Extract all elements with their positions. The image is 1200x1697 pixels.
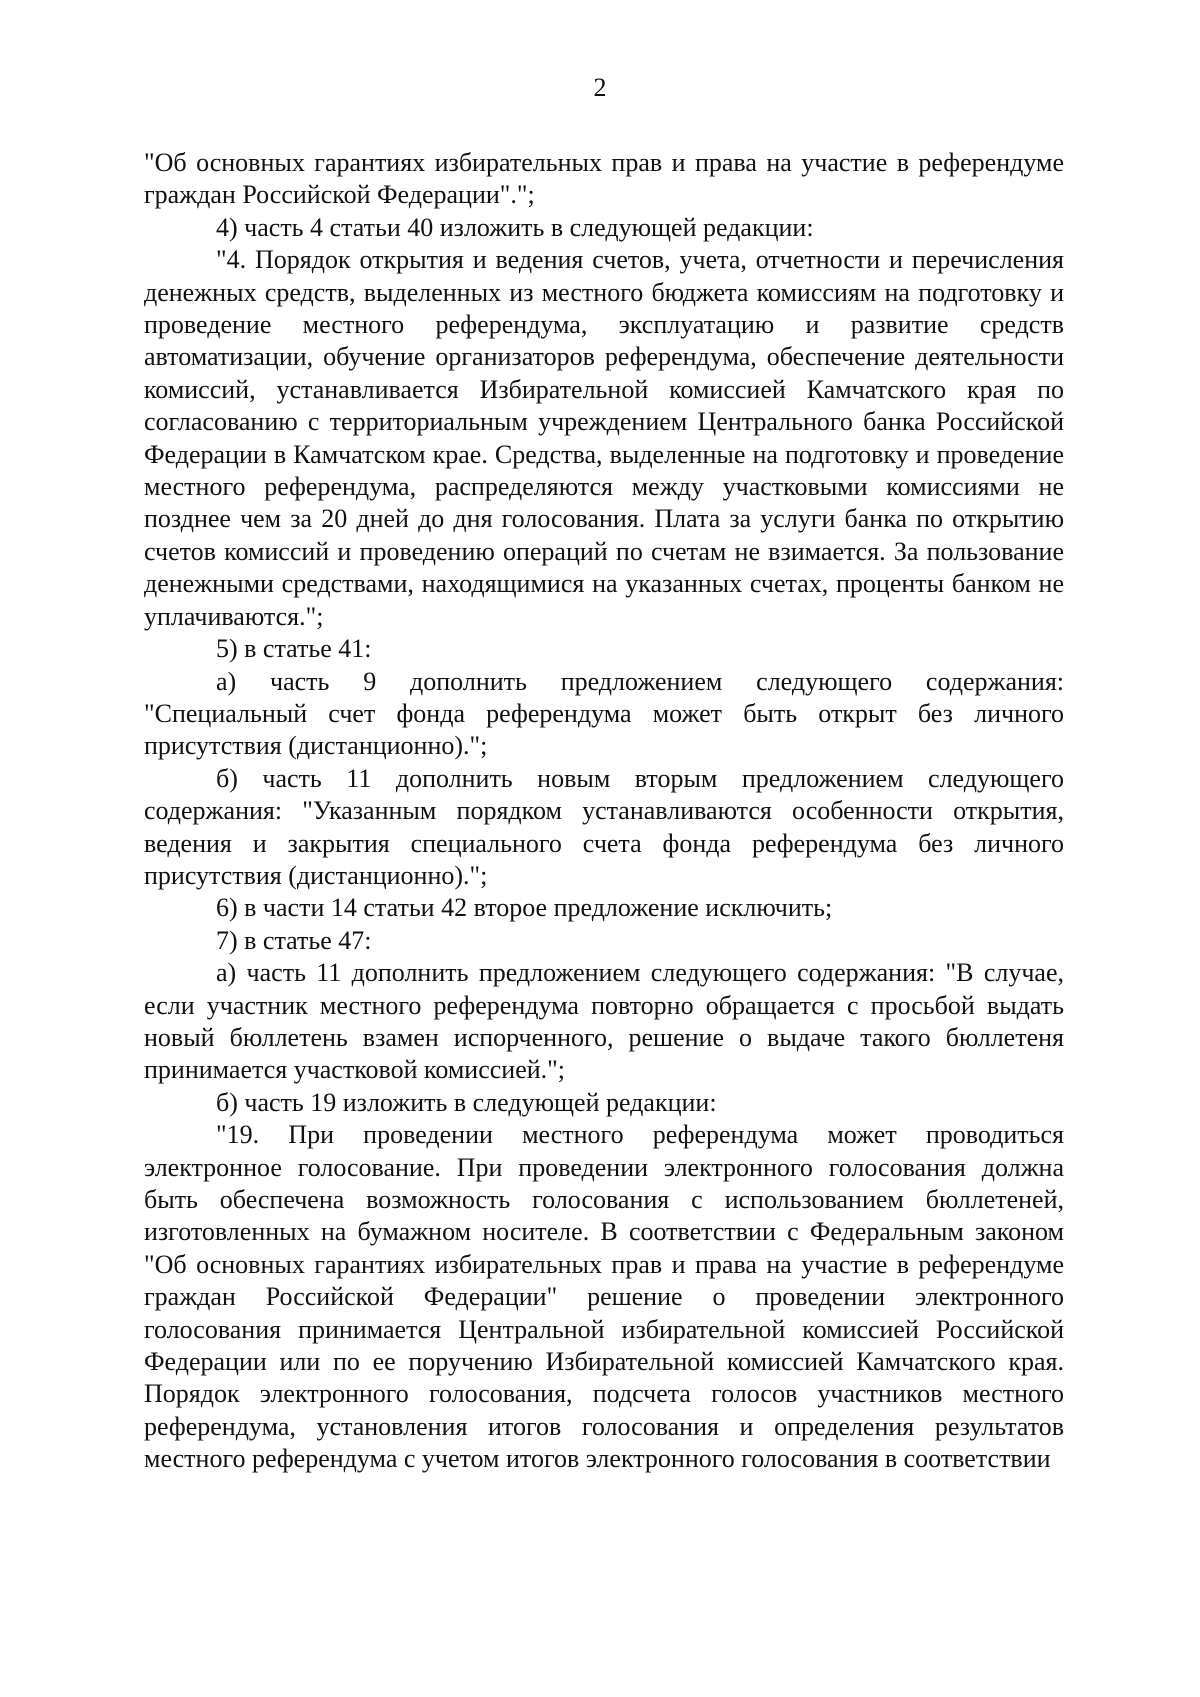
- paragraph: 4) часть 4 статьи 40 изложить в следующей редакции:: [216, 212, 814, 242]
- paragraph: "Об основных гарантиях избирательных прав и права на участие в референдуме граждан Российской Федерации".";: [144, 148, 1064, 210]
- page-number: 2: [593, 73, 607, 102]
- document-body: [144, 147, 1064, 1476]
- paragraph: 7) в статье 47:: [216, 925, 372, 955]
- paragraph: "4. Порядок открытия и ведения счетов, учета, отчетности и перечисления денежных средств, выделенных из местного бюджета комиссиям на подготовку и проведение местного референдума, эксплуатацию и развитие средств автоматизации, обучение организаторов референдума, обеспечение деятельности комиссий, устанавливается Избирательной комиссией Камчатского края по согласованию с территориальным учреждением Центрального банка Российской Федерации в Камчатском крае. Средства, выделенные на подготовку и проведение местного референдума, распределяются между участковыми комиссиями не позднее чем за 20 дней до дня голосования. Плата за услуги банка по открытию счетов комиссий и проведению операций по счетам не взимается. За пользование денежными средствами, находящимися на указанных счетах, проценты банком не уплачиваются.";: [144, 245, 1064, 631]
- paragraph: а) часть 9 дополнить предложением следующего содержания: "Специальный счет фонда референдума может быть открыт без личного присутствия (дистанционно).";: [144, 666, 1064, 761]
- paragraph: б) часть 11 дополнить новым вторым предложением следующего содержания: "Указанным порядком устанавливаются особенности открытия, ведения и закрытия специального счета фонда референдума без личного присутствия (дистанционно).";: [144, 763, 1064, 890]
- paragraph: б) часть 19 изложить в следующей редакции:: [216, 1087, 717, 1117]
- paragraph: "19. При проведении местного референдума может проводиться электронное голосование. При проведении электронного голосования должна быть обеспечена возможность голосования с использованием бюллетеней, изготовленных на бумажном носителе. В соответствии с Федеральным законом "Об основных гарантиях избирательных прав и права на участие в референдуме граждан Российской Федерации" решение о проведении электронного голосования принимается Центральной избирательной комиссией Российской Федерации или по ее поручению Избирательной комиссией Камчатского края. Порядок электронного голосования, подсчета голосов участников местного референдума, установления итогов голосования и определения результатов местного референдума с учетом итогов электронного голосования в соответствии: [144, 1120, 1064, 1474]
- paragraph: 5) в статье 41:: [216, 634, 372, 664]
- paragraph: а) часть 11 дополнить предложением следующего содержания: "В случае, если участник местного референдума повторно обращается с просьбой выдать новый бюллетень взамен испорченного, решение о выдаче такого бюллетеня принимается участковой комиссией.";: [144, 958, 1064, 1085]
- paragraph: 6) в части 14 статьи 42 второе предложение исключить;: [216, 893, 833, 923]
